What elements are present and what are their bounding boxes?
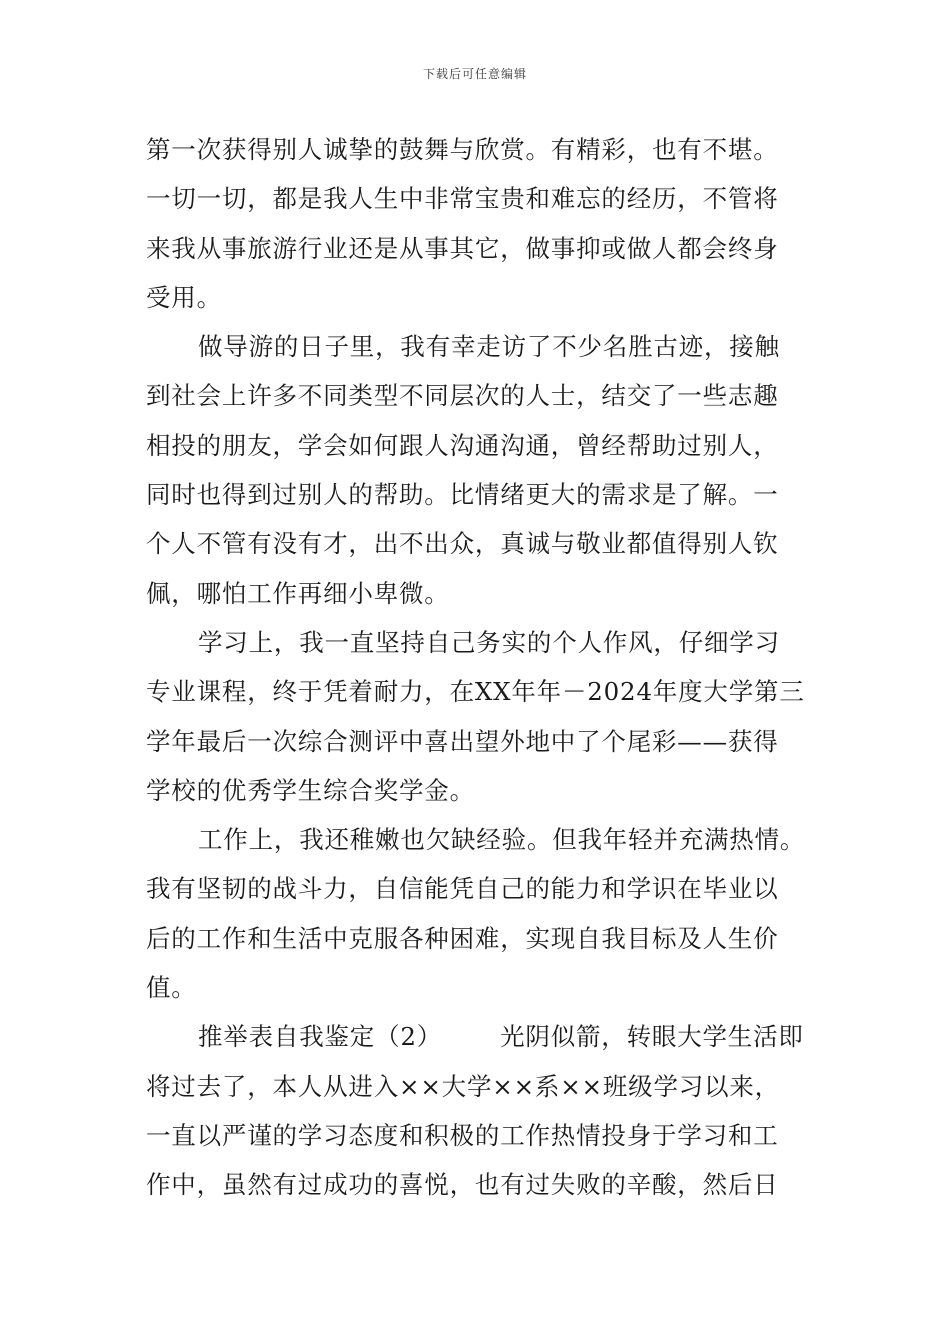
text-line: 个人不管有没有才，出不出众，真诚与敬业都值得别人钦 bbox=[146, 529, 779, 559]
text-line: 学校的优秀学生综合奖学金。 bbox=[146, 775, 475, 805]
text-line: 我有坚韧的战斗力，自信能凭自己的能力和学识在毕业以 bbox=[146, 874, 779, 904]
text-line: 作中，虽然有过成功的喜悦，也有过失败的辛酸，然后日 bbox=[146, 1170, 779, 1200]
text-line: 到社会上许多不同类型不同层次的人士，结交了一些志趣 bbox=[146, 381, 779, 411]
text-fragment: 光阴似箭，转眼大学生活即 bbox=[500, 1022, 804, 1052]
text-line: 相投的朋友，学会如何跟人沟通沟通，曾经帮助过别人， bbox=[146, 430, 779, 460]
text-line: 一直以严谨的学习态度和积极的工作热情投身于学习和工 bbox=[146, 1120, 779, 1150]
document-body bbox=[146, 125, 836, 1210]
section-heading-line bbox=[146, 1012, 836, 1061]
paragraph-start-line: 工作上，我还稚嫩也欠缺经验。但我年轻并充满热情。 bbox=[198, 825, 806, 855]
text-line: 来我从事旅游行业还是从事其它，做事抑或做人都会终身 bbox=[146, 233, 779, 263]
text-line: 值。 bbox=[146, 973, 197, 1003]
section-heading: 推举表自我鉴定（2） bbox=[198, 1022, 443, 1052]
text-line: 同时也得到过别人的帮助。比情绪更大的需求是了解。一 bbox=[146, 480, 779, 510]
page-header: 下载后可任意编辑 bbox=[422, 67, 527, 81]
paragraph-start-line: 做导游的日子里，我有幸走访了不少名胜古迹，接触 bbox=[198, 332, 780, 362]
text-line: 后的工作和生活中克服各种困难，实现自我目标及人生价 bbox=[146, 923, 779, 953]
text-line: 佩，哪怕工作再细小卑微。 bbox=[146, 578, 450, 608]
text-line: 一切一切，都是我人生中非常宝贵和难忘的经历，不管将 bbox=[146, 184, 779, 214]
text-line: 专业课程，终于凭着耐力，在XX年年－2024年度大学第三 bbox=[146, 677, 805, 707]
text-line: 第一次获得别人诚挚的鼓舞与欣赏。有精彩，也有不堪。 bbox=[146, 135, 779, 164]
paragraph-start-line: 学习上，我一直坚持自己务实的个人作风，仔细学习 bbox=[198, 627, 780, 657]
text-line: 将过去了，本人从进入××大学××系××班级学习以来， bbox=[146, 1071, 780, 1101]
text-line: 学年最后一次综合测评中喜出望外地中了个尾彩——获得 bbox=[146, 726, 779, 756]
text-line: 受用。 bbox=[146, 282, 222, 312]
